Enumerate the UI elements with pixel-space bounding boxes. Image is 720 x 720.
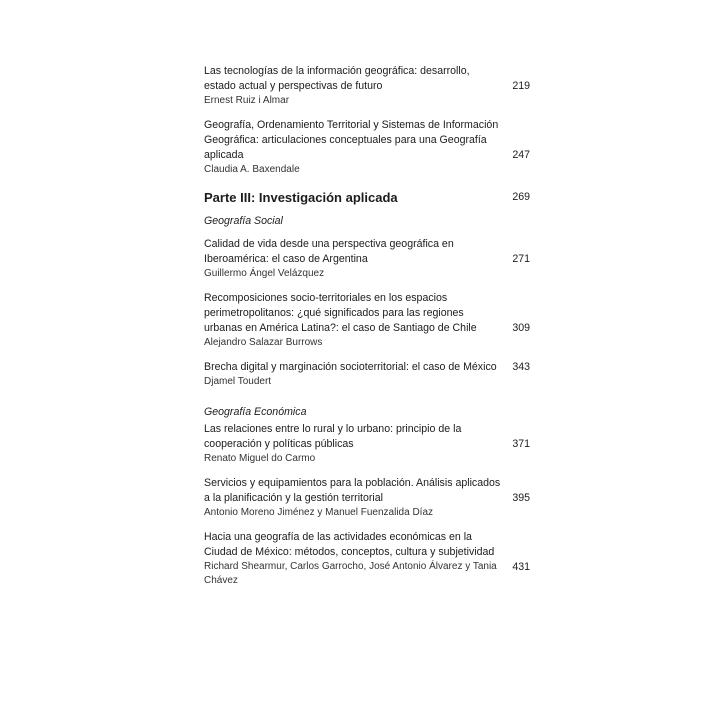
toc-entry	[204, 360, 530, 389]
page-number: 219	[512, 80, 530, 92]
page-number: 271	[512, 253, 530, 265]
chapter-author: Guillermo Ángel Velázquez	[204, 268, 325, 279]
page-number: 343	[512, 361, 530, 373]
part-heading	[204, 189, 530, 206]
chapter-title: Calidad de vida desde una perspectiva geográfica en Iberoamérica: el caso de Argentina	[204, 238, 454, 265]
toc-entry	[204, 422, 530, 466]
chapter-title: Servicios y equipamientos para la población. Análisis aplicados a la planificación y la gestión territorial	[204, 477, 501, 504]
page-number: 269	[512, 191, 530, 203]
page-number: 371	[512, 438, 530, 450]
toc-entry	[204, 476, 530, 520]
chapter-author: Antonio Moreno Jiménez y Manuel Fuenzalida Díaz	[204, 507, 434, 518]
section-heading: Geografía Económica	[204, 406, 307, 418]
part-title: Parte III: Investigación aplicada	[204, 190, 398, 205]
toc-entry	[204, 530, 530, 588]
section-heading: Geografía Social	[204, 215, 283, 227]
page-number: 309	[512, 322, 530, 334]
chapter-author: Claudia A. Baxendale	[204, 164, 300, 175]
chapter-author: Alejandro Salazar Burrows	[204, 337, 323, 348]
toc-entry	[204, 291, 530, 350]
chapter-title: Brecha digital y marginación socioterritorial: el caso de México	[204, 361, 497, 373]
chapter-title: Hacia una geografía de las actividades económicas en la Ciudad de México: métodos, conceptos, cultura y subjetividad	[204, 531, 495, 558]
toc-entry	[204, 237, 530, 281]
chapter-author: Djamel Toudert	[204, 376, 272, 387]
chapter-author: Richard Shearmur, Carlos Garrocho, José Antonio Álvarez y Tania Chávez	[204, 561, 497, 586]
chapter-author: Renato Miguel do Carmo	[204, 453, 316, 464]
chapter-author: Ernest Ruiz i Almar	[204, 95, 290, 106]
toc-entry	[204, 118, 530, 177]
page-number: 431	[512, 561, 530, 573]
chapter-title: Recomposiciones socio-territoriales en los espacios perimetropolitanos: ¿qué significados para las regiones urbanas en América Latina?: el caso de Santiago de Chile	[204, 292, 477, 334]
page-number: 247	[512, 149, 530, 161]
chapter-title: Las relaciones entre lo rural y lo urbano: principio de la cooperación y políticas públicas	[204, 423, 462, 450]
chapter-title: Geografía, Ordenamiento Territorial y Sistemas de Información Geográfica: articulaciones conceptuales para una Geografía aplicada	[204, 119, 499, 161]
table-of-contents	[204, 64, 530, 598]
toc-entry	[204, 64, 530, 108]
page-number: 395	[512, 492, 530, 504]
chapter-title: Las tecnologías de la información geográfica: desarrollo, estado actual y perspectivas de futuro	[204, 65, 470, 92]
